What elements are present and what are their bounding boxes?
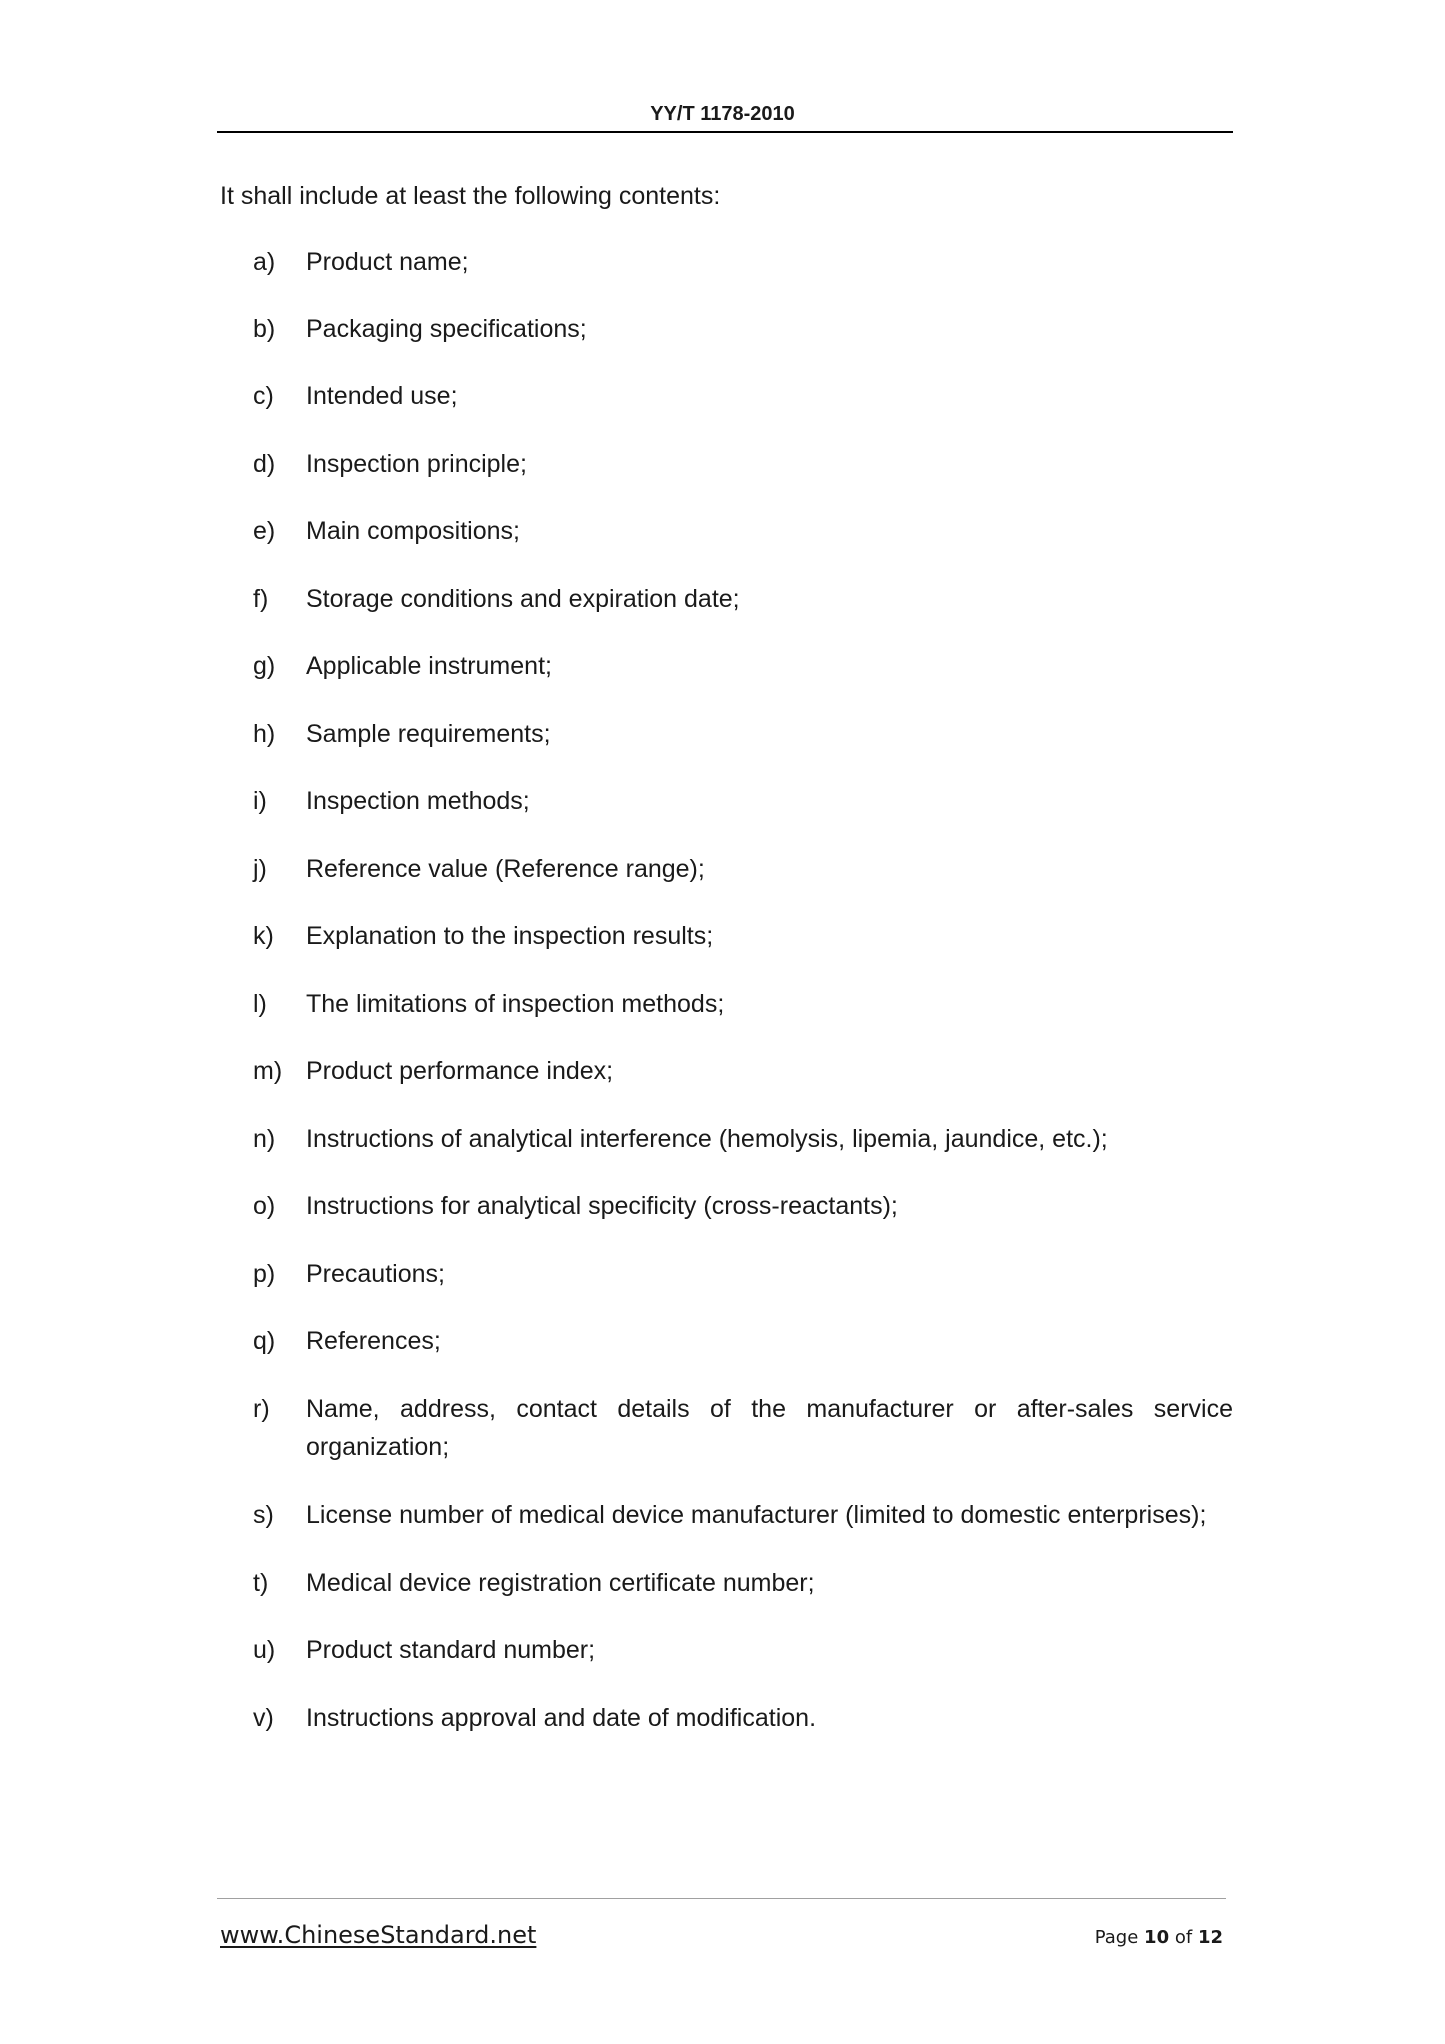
- list-item-text: Instructions for analytical specificity (cross-reactants);: [306, 1192, 898, 1220]
- list-item-text: Instructions approval and date of modification.: [306, 1704, 817, 1732]
- list-item-marker: c): [253, 382, 274, 410]
- list-item-text: Medical device registration certificate number;: [306, 1569, 815, 1597]
- list-item-marker: h): [253, 720, 276, 748]
- list-item-marker: q): [253, 1327, 276, 1355]
- list-item-text: Inspection principle;: [306, 450, 527, 478]
- list-item-text: References;: [306, 1327, 441, 1355]
- list-item-marker: b): [253, 315, 276, 343]
- list-item-marker: o): [253, 1192, 276, 1220]
- footer-divider: [217, 1898, 1226, 1899]
- list-item-text: Applicable instrument;: [306, 652, 552, 680]
- page-number: [1095, 1927, 1223, 1948]
- list-item-marker: d): [253, 450, 276, 478]
- list-item-marker: p): [253, 1260, 276, 1288]
- list-item-text: Product standard number;: [306, 1636, 596, 1664]
- list-item-marker: j): [253, 855, 267, 883]
- list-item-text: Inspection methods;: [306, 787, 530, 815]
- list-item-text: Storage conditions and expiration date;: [306, 585, 740, 613]
- list-item-text: License number of medical device manufacturer (limited to domestic enterprises);: [306, 1501, 1207, 1529]
- list-item-text: Reference value (Reference range);: [306, 855, 705, 883]
- page-total: 12: [1197, 1927, 1223, 1948]
- list-item-text: Product name;: [306, 248, 469, 276]
- list-item-text: The limitations of inspection methods;: [306, 990, 725, 1018]
- list-item-text: Precautions;: [306, 1260, 445, 1288]
- page-of-label: of: [1174, 1927, 1193, 1948]
- standard-code-header: YY/T 1178-2010: [650, 103, 795, 125]
- list-item-marker: u): [253, 1636, 276, 1664]
- list-item-text: Product performance index;: [306, 1057, 614, 1085]
- list-item-text: Main compositions;: [306, 517, 520, 545]
- intro-paragraph: It shall include at least the following contents:: [220, 182, 721, 210]
- list-item-marker: i): [253, 787, 267, 815]
- list-item-marker: s): [253, 1501, 274, 1529]
- list-item-text: Sample requirements;: [306, 720, 551, 748]
- list-item-marker: f): [253, 585, 269, 613]
- website-link[interactable]: www.ChineseStandard.net: [220, 1921, 537, 1949]
- list-item-marker: l): [253, 990, 267, 1018]
- list-item-text: Packaging specifications;: [306, 315, 587, 343]
- list-item-marker: r): [253, 1395, 270, 1423]
- list-item-marker: n): [253, 1125, 276, 1153]
- list-item-marker: g): [253, 652, 276, 680]
- list-item-marker: t): [253, 1569, 269, 1597]
- list-item-marker: m): [253, 1057, 283, 1085]
- list-item-marker: v): [253, 1704, 274, 1732]
- list-item-text: Explanation to the inspection results;: [306, 922, 714, 950]
- list-item-text: Intended use;: [306, 382, 458, 410]
- page-label: Page: [1094, 1927, 1139, 1948]
- list-item-marker: k): [253, 922, 274, 950]
- list-item-marker: e): [253, 517, 276, 545]
- list-item-text: Name, address, contact details of the manufacturer or after-sales service organization;: [306, 1395, 1233, 1461]
- page-current: 10: [1144, 1927, 1170, 1948]
- list-item-marker: a): [253, 248, 276, 276]
- list-item-text: Instructions of analytical interference (hemolysis, lipemia, jaundice, etc.);: [306, 1125, 1108, 1153]
